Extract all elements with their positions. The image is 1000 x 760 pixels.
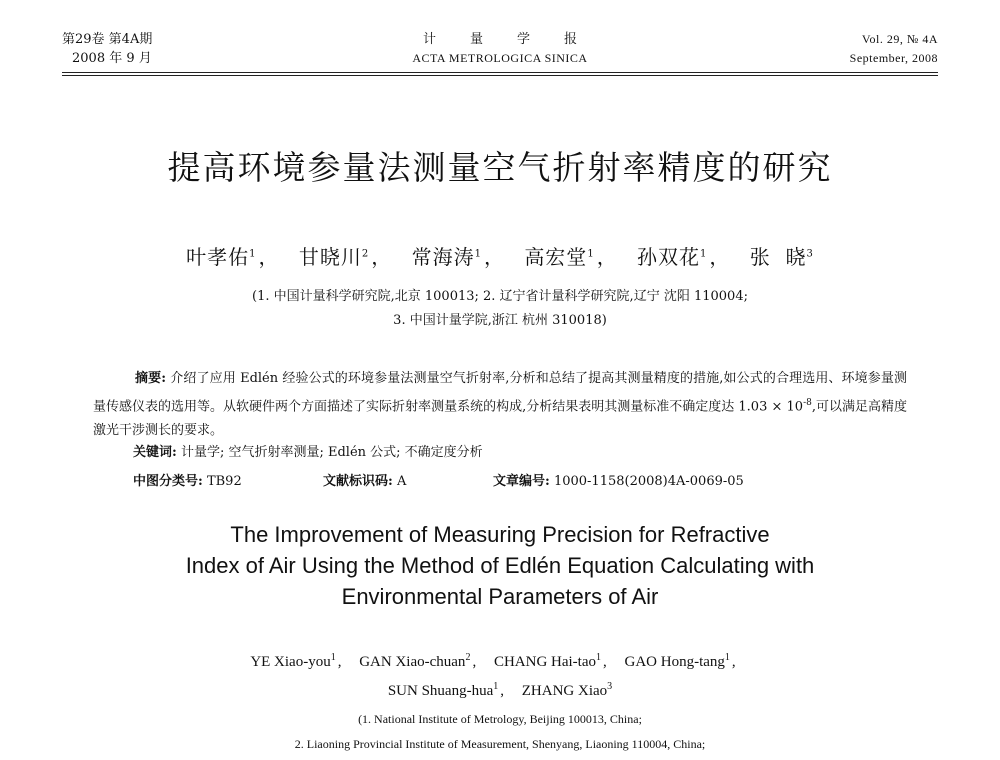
header-rule-top xyxy=(62,72,938,73)
volume-issue-cn: 第29卷 第4A期 xyxy=(62,32,153,47)
abstract-cn xyxy=(93,367,907,443)
author-list-en: SUN Shuang-hua$^1$ , ZHANG Xiao$^3$ xyxy=(387,681,613,699)
affiliation-en: (1. National Institute of Metrology, Beijing 100013, China; xyxy=(358,712,642,726)
keywords-cn xyxy=(133,441,483,460)
author-list-cn: 叶孝佑$^1$ ， 甘晓川$^2$ ， 常海涛$^1$ ， 高宏堂$^1$ ， 孙双花$^1$ ， 张 晓$^3$ xyxy=(186,245,814,269)
title-en-line: Environmental Parameters of Air xyxy=(341,584,659,609)
paper-title-en xyxy=(0,519,1000,612)
article-number-value: 1000-1158(2008)4A-0069-05 xyxy=(549,474,744,489)
affiliation-cn: 3. 中国计量学院,浙江 杭州 310018) xyxy=(393,313,607,328)
header-rule-bottom xyxy=(62,75,938,76)
article-number-label: 文章编号: xyxy=(493,474,550,489)
journal-volume-en xyxy=(850,30,938,68)
abstract-label: 摘要: xyxy=(135,371,167,386)
author-cn: 叶孝佑$^1$ xyxy=(186,245,257,269)
volume-issue-en: Vol. 29, № 4A xyxy=(861,32,938,46)
author-list-en: YE Xiao-you$^1$ , GAN Xiao-chuan$^2$ , CHANG Hai-tao$^1$ , GAO Hong-tang$^1$ , xyxy=(250,652,736,670)
journal-name-en: ACTA METROLOGICA SINICA xyxy=(412,51,588,65)
author-en: YE Xiao-you$^1$ xyxy=(250,652,336,670)
author-en: GAO Hong-tang$^1$ xyxy=(624,652,730,670)
document-code-value: A xyxy=(392,474,407,489)
affiliation-en: 2. Liaoning Provincial Institute of Measurement, Shenyang, Liaoning 110004, China; xyxy=(294,737,706,751)
keywords-text: 计量学; 空气折射率测量; Edlén 公式; 不确定度分析 xyxy=(176,445,483,460)
author-cn: 张 晓$^3$ xyxy=(749,245,814,269)
abstract-text-end: ,可以满足高精度激光干涉测长的要求。 xyxy=(93,399,907,439)
author-cn: 甘晓川$^2$ xyxy=(298,245,370,269)
abstract-exponent: -8 xyxy=(803,398,812,408)
clc-number xyxy=(133,470,242,489)
title-en-line: Index of Air Using the Method of Edlén Equation Calculating with xyxy=(185,553,815,578)
author-en: GAN Xiao-chuan$^2$ xyxy=(359,652,471,670)
document-code xyxy=(323,470,406,489)
paper-title-cn: 提高环境参量法测量空气折射率精度的研究 xyxy=(167,148,833,187)
keywords-label: 关键词: xyxy=(133,445,177,460)
author-cn: 孙双花$^1$ xyxy=(637,245,708,269)
clc-label: 中图分类号: xyxy=(133,474,203,489)
author-en: ZHANG Xiao$^3$ xyxy=(521,681,613,699)
abstract-text: 介绍了应用 Edlén 经验公式的环境参量法测量空气折射率,分析和总结了提高其测量精度的措施,如公式的合理选用、环境参量测量传感仪表的选用等。从软硬件两个方面描述了实际折射率测量系统的构成,分析结果表明其测量标准不确定度达 1.03 × 10 xyxy=(93,371,907,415)
author-cn: 高宏堂$^1$ xyxy=(524,245,595,269)
author-en: CHANG Hai-tao$^1$ xyxy=(493,652,602,670)
affiliation-cn: (1. 中国计量科学研究院,北京 100013; 2. 辽宁省计量科学研究院,辽宁 沈阳 110004; xyxy=(252,289,748,304)
publication-date-en: September, 2008 xyxy=(849,51,938,65)
document-code-label: 文献标识码: xyxy=(323,474,393,489)
journal-name-cn: 计量学报 xyxy=(422,32,611,47)
article-number xyxy=(493,470,744,489)
title-en-line: The Improvement of Measuring Precision for Refractive xyxy=(230,522,770,547)
publication-date-cn: 2008 年 9 月 xyxy=(72,51,152,66)
clc-value: TB92 xyxy=(202,474,242,489)
author-cn: 常海涛$^1$ xyxy=(411,245,482,269)
author-en: SUN Shuang-hua$^1$ xyxy=(387,681,499,699)
